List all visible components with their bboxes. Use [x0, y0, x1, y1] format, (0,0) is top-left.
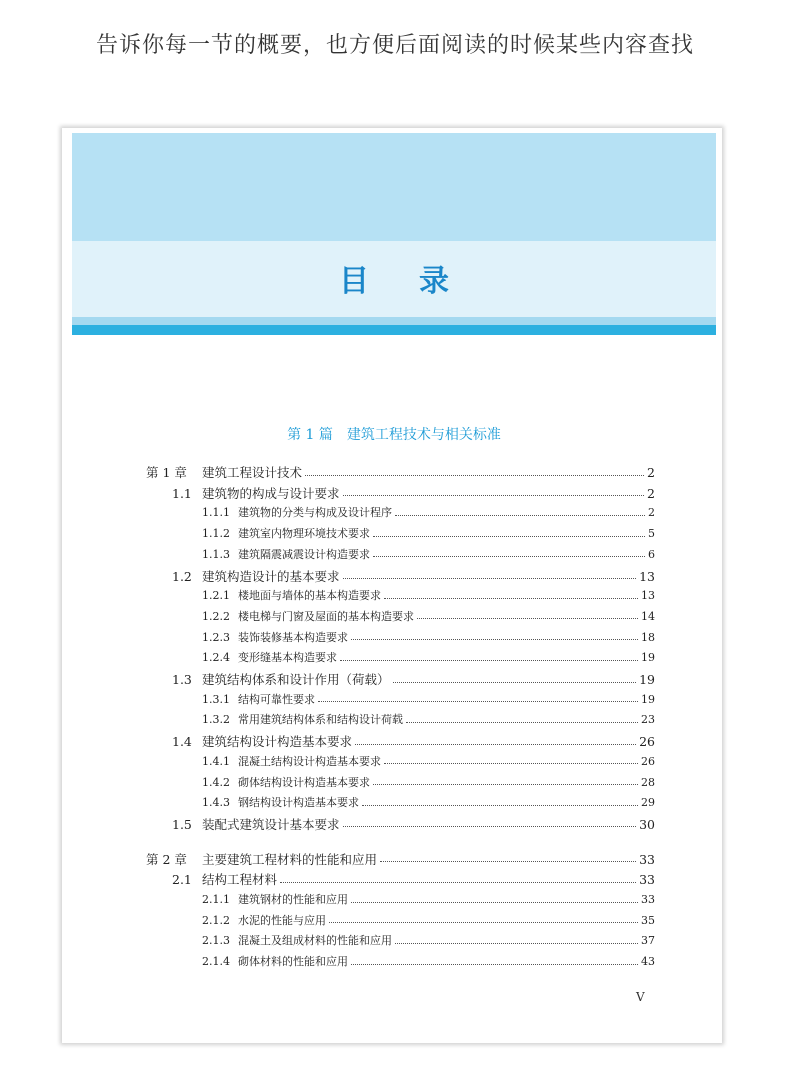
toc-title: 混凝土结构设计构造基本要求	[238, 754, 381, 768]
toc-number: 1.3.2	[202, 713, 230, 727]
toc-leader-dots	[417, 618, 638, 619]
toc-title: 结构可靠性要求	[238, 692, 315, 706]
toc-leader-dots	[355, 744, 636, 745]
toc-subsection-row	[202, 546, 655, 562]
toc-number: 1.2.4	[202, 651, 230, 665]
toc-subsection-row	[202, 608, 655, 624]
toc-leader-dots	[373, 536, 645, 537]
toc-leader-dots	[280, 882, 636, 883]
toc-leader-dots	[373, 556, 645, 557]
toc-page-number: 37	[641, 934, 655, 948]
toc-number: 2.1.2	[202, 913, 230, 927]
toc-page-number: 29	[641, 796, 655, 810]
toc-title: 建筑钢材的性能和应用	[238, 893, 348, 906]
toc-page-number: 35	[641, 913, 655, 927]
header-rule-accent	[72, 325, 716, 335]
toc-number: 第 1 章	[146, 465, 187, 480]
toc-page-number: 5	[648, 527, 655, 541]
toc-title: 建筑结构体系和设计作用（荷载）	[202, 672, 390, 687]
toc-page-number: 30	[639, 816, 655, 832]
toc-number: 1.1.2	[202, 527, 230, 541]
toc-section-row	[172, 870, 655, 888]
page-title: 目录	[339, 264, 499, 299]
toc-title: 常用建筑结构体系和结构设计荷载	[238, 713, 403, 727]
toc-title: 混凝土及组成材料的性能和应用	[238, 934, 392, 948]
toc-title: 装饰装修基本构造要求	[238, 630, 348, 644]
toc-leader-dots	[362, 805, 638, 806]
toc-title: 水泥的性能与应用	[238, 913, 326, 927]
toc-number: 2.1.4	[202, 955, 230, 969]
toc-title: 钢结构设计构造基本要求	[238, 796, 359, 810]
toc-subsection-row	[202, 629, 655, 645]
toc-subsection-row	[202, 504, 655, 520]
toc-number: 1.5	[172, 816, 192, 832]
toc-subsection-row	[202, 691, 655, 707]
toc-title: 建筑室内物理环境技术要求	[238, 527, 370, 541]
toc-subsection-row	[202, 912, 655, 928]
toc-section-row	[172, 567, 655, 585]
toc-page-number: 43	[641, 955, 655, 969]
toc-leader-dots	[406, 722, 638, 723]
toc-section-row	[172, 670, 655, 688]
toc-page-number: 19	[639, 672, 655, 687]
book-page	[62, 128, 722, 1043]
toc-title: 装配式建筑设计基本要求	[202, 816, 340, 832]
toc-title: 砌体结构设计构造基本要求	[238, 775, 370, 789]
toc-page-number: 33	[639, 872, 655, 888]
toc-title: 建筑工程设计技术	[202, 465, 303, 480]
header-band-top	[72, 133, 716, 241]
toc-section-row	[172, 815, 655, 833]
toc-page-number: 14	[641, 609, 655, 623]
toc-page-number: 19	[641, 692, 655, 706]
toc-number: 1.2	[172, 568, 192, 584]
toc-subsection-row	[202, 953, 655, 969]
toc-leader-dots	[305, 475, 644, 476]
toc-chapter-row	[146, 463, 655, 481]
toc-page-number: 19	[641, 651, 655, 665]
toc-page-number: 13	[641, 589, 655, 603]
toc-number: 1.1.3	[202, 547, 230, 561]
toc-subsection-row	[202, 649, 655, 665]
toc-title: 变形缝基本构造要求	[238, 651, 337, 665]
toc-subsection-row	[202, 753, 655, 769]
toc-title: 楼地面与墙体的基本构造要求	[238, 589, 381, 603]
toc-subsection-row	[202, 932, 655, 948]
toc-page-number: 6	[648, 547, 655, 561]
toc-number: 1.2.2	[202, 609, 230, 623]
toc-leader-dots	[343, 495, 645, 496]
toc-title: 结构工程材料	[202, 872, 278, 888]
toc-title: 建筑结构设计构造基本要求	[202, 734, 353, 750]
promo-caption: 告诉你每一节的概要，也方便后面阅读的时候某些内容查找	[95, 33, 694, 58]
toc-section-row	[172, 484, 655, 502]
toc-number: 2.1.3	[202, 934, 230, 948]
toc-number: 1.1	[172, 485, 192, 501]
toc-title: 建筑构造设计的基本要求	[202, 568, 340, 584]
part-heading: 第 1 篇 建筑工程技术与相关标准	[287, 427, 501, 443]
toc-title: 楼电梯与门窗及屋面的基本构造要求	[238, 609, 414, 623]
toc-leader-dots	[340, 660, 638, 661]
toc-number: 1.2.3	[202, 630, 230, 644]
toc-number: 1.3.1	[202, 692, 230, 706]
toc-number: 1.2.1	[202, 589, 230, 603]
toc-leader-dots	[384, 763, 638, 764]
toc-page-number: 2	[647, 465, 655, 480]
toc-leader-dots	[373, 784, 638, 785]
toc-leader-dots	[318, 701, 638, 702]
toc-leader-dots	[395, 943, 638, 944]
toc-leader-dots	[380, 861, 636, 862]
toc-page-number: 13	[639, 568, 655, 584]
toc-title: 建筑物的分类与构成及设计程序	[238, 506, 392, 520]
toc-number: 1.4.3	[202, 796, 230, 810]
toc-number: 1.3	[172, 672, 192, 687]
toc-leader-dots	[393, 682, 637, 683]
toc-number: 2.1	[172, 872, 192, 888]
toc-page-number: 26	[641, 754, 655, 768]
toc-number: 第 2 章	[146, 851, 187, 867]
toc-title: 建筑物的构成与设计要求	[202, 485, 340, 501]
toc-page-number: 2	[648, 506, 655, 520]
toc-page-number: 26	[639, 734, 655, 750]
toc-page-number: 18	[641, 630, 655, 644]
toc-number: 2.1.1	[202, 893, 230, 906]
toc-subsection-row	[202, 774, 655, 790]
toc-title: 主要建筑工程材料的性能和应用	[202, 851, 378, 867]
toc-leader-dots	[329, 922, 638, 923]
toc-subsection-row	[202, 525, 655, 541]
toc-leader-dots	[384, 598, 638, 599]
toc-leader-dots	[351, 639, 638, 640]
toc-page-number: 2	[647, 485, 655, 501]
toc-number: 1.1.1	[202, 506, 230, 520]
toc-leader-dots	[351, 902, 638, 903]
toc-number: 1.4	[172, 734, 192, 750]
page-folio: V	[636, 990, 645, 1004]
toc-chapter-row	[146, 850, 655, 868]
toc-title: 砌体材料的性能和应用	[238, 955, 348, 969]
toc-subsection-row	[202, 587, 655, 603]
toc-leader-dots	[351, 964, 638, 965]
toc-subsection-row	[202, 794, 655, 810]
toc-number: 1.4.1	[202, 754, 230, 768]
toc-page-number: 23	[641, 713, 655, 727]
toc-title: 建筑隔震减震设计构造要求	[238, 547, 370, 561]
toc-subsection-row	[202, 711, 655, 727]
toc-leader-dots	[343, 826, 637, 827]
toc-subsection-row	[202, 891, 655, 907]
toc-section-row	[172, 732, 655, 750]
header-rule-light	[72, 317, 716, 325]
toc-page-number: 28	[641, 775, 655, 789]
toc-page-number: 33	[641, 893, 655, 906]
toc-leader-dots	[343, 578, 637, 579]
toc-leader-dots	[395, 515, 645, 516]
toc-number: 1.4.2	[202, 775, 230, 789]
toc-page-number: 33	[639, 851, 655, 867]
